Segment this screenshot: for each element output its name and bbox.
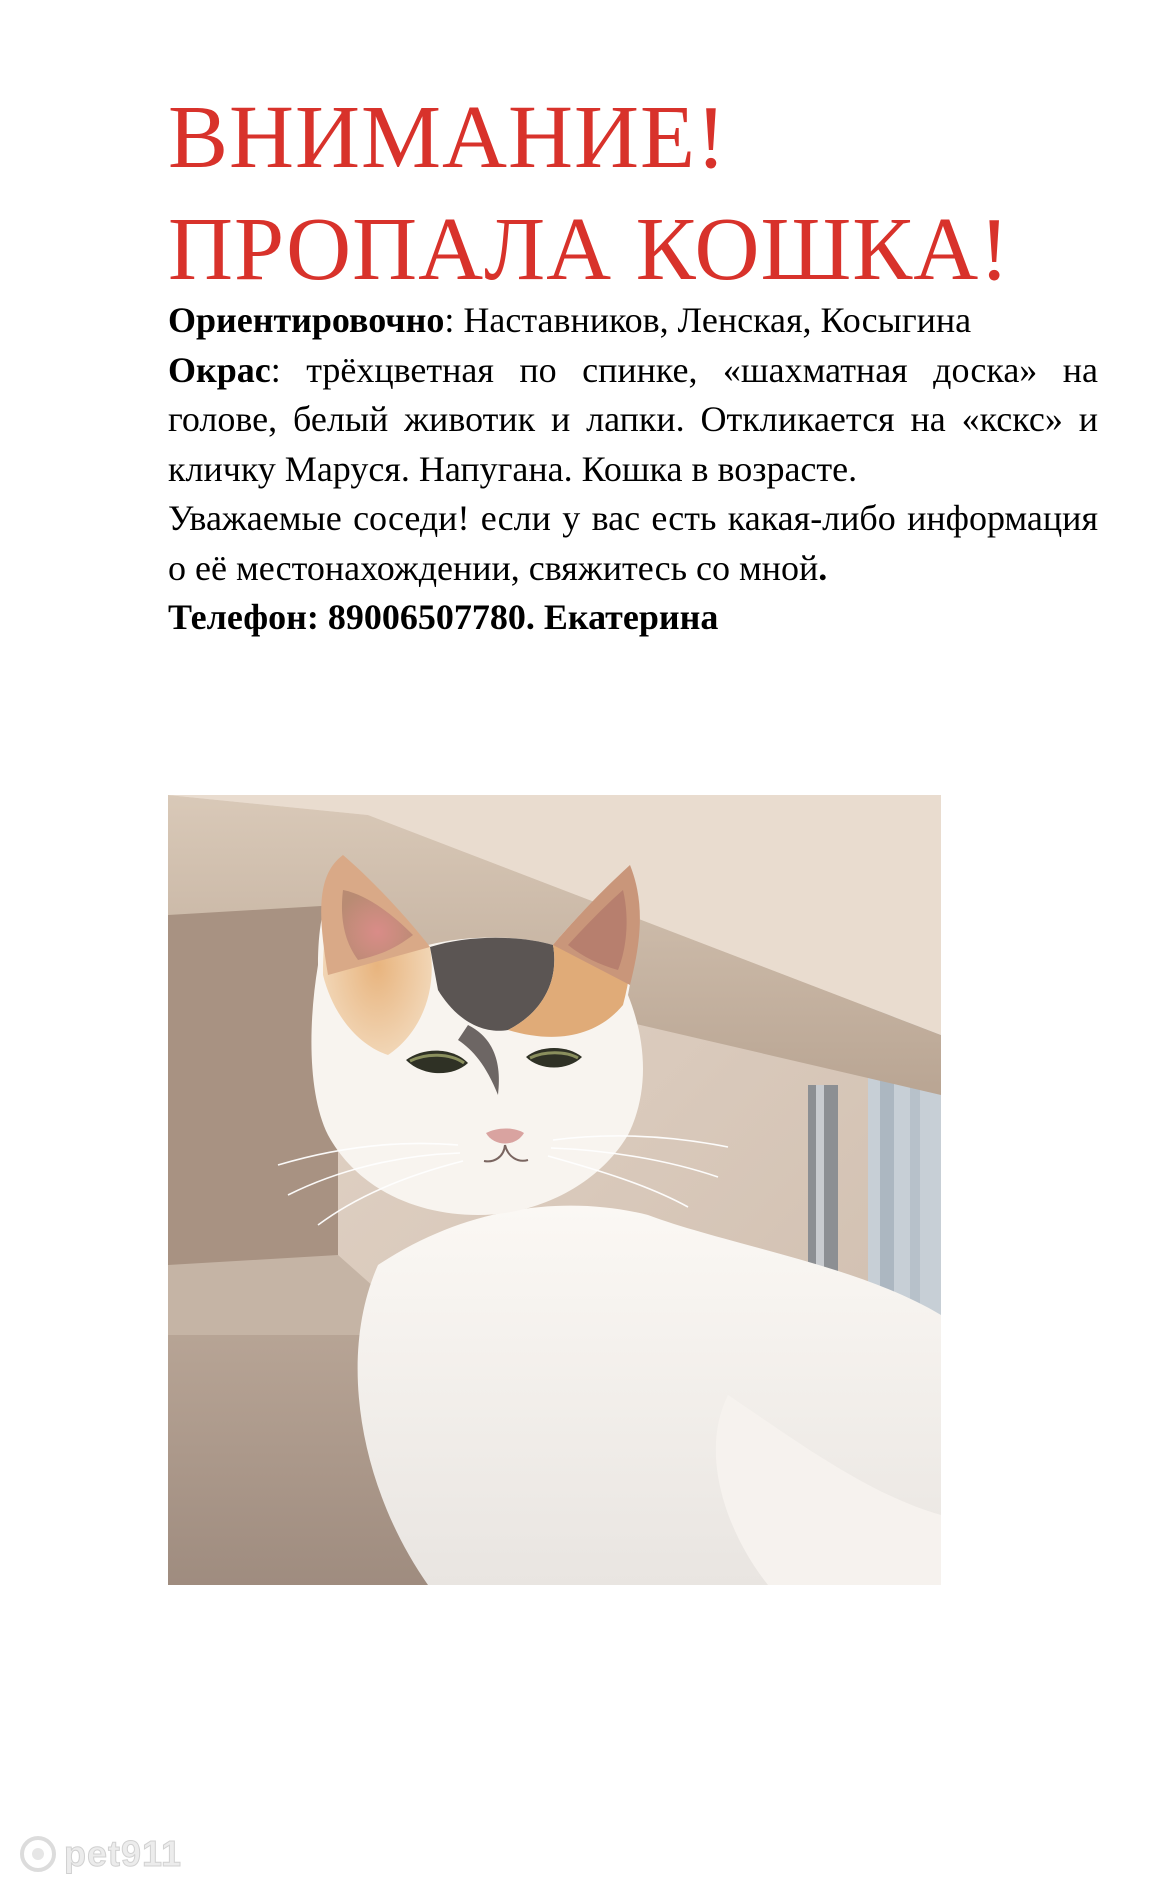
pet911-logo-icon [18, 1834, 58, 1874]
headline-line-2: ПРОПАЛА КОШКА! [168, 200, 1011, 299]
location-label: Ориентировочно [168, 300, 445, 340]
coloring-paragraph: Окрас: трёхцветная по спинке, «шахматная доска» на голове, белый животик и лапки. Откликается на «кскс» и кличку Маруся. Напугана. Кошка в возрасте. [168, 349, 1098, 489]
headline [168, 82, 1108, 306]
headline-line-1: ВНИМАНИЕ! [168, 88, 727, 187]
location-value: Наставников, Ленская, Косыгина [463, 300, 972, 340]
appeal-end-mark: . [818, 547, 828, 588]
coloring-value: трёхцветная по спинке, «шахматная доска» на голове, белый животик и лапки. Откликается на «кскс» и кличку Маруся. Напугана. Кошка в возрасте. [168, 349, 1098, 489]
coloring-label: Окрас [168, 349, 271, 390]
flyer-body [168, 296, 1098, 643]
cat-photo [168, 795, 941, 1585]
calico-cat-illustration [168, 795, 941, 1585]
watermark-text: pet911 [64, 1833, 183, 1874]
contact-line: Телефон: 89006507780. Екатерина [168, 597, 719, 637]
location-paragraph: Ориентировочно: Наставников, Ленская, Косыгина [168, 300, 972, 340]
appeal-paragraph [168, 494, 1098, 593]
appeal-text: Уважаемые соседи! если у вас есть какая-либо информация о её местонахождении, свяжитесь со мной [168, 498, 1098, 588]
pet911-watermark [18, 1832, 182, 1876]
